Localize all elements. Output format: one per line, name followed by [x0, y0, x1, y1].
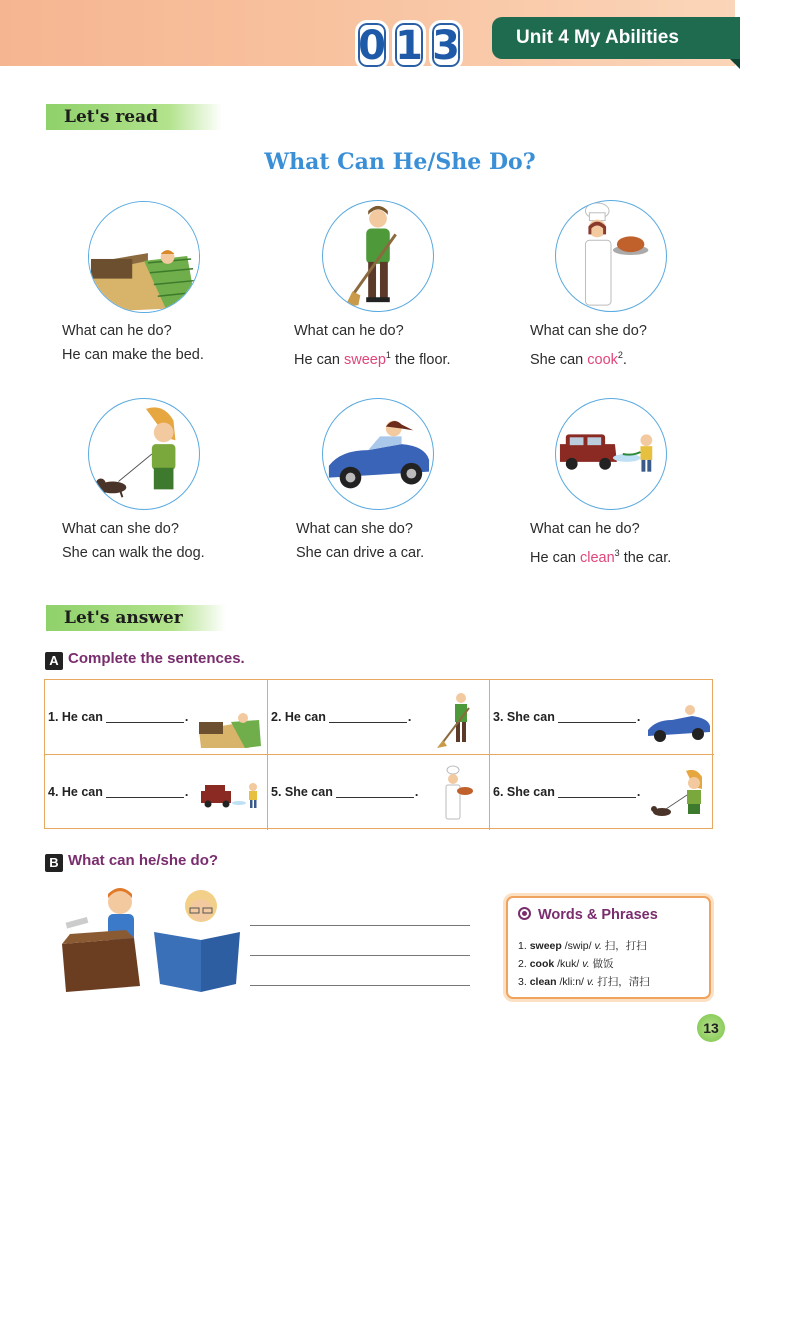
footnote-marker: 1 — [385, 350, 391, 360]
answer-blank[interactable] — [336, 797, 414, 798]
vocab-entry — [518, 974, 650, 989]
lets-read-label: Let's read — [46, 104, 222, 130]
answer-blank[interactable] — [558, 722, 636, 723]
question-text: What can she do? — [296, 521, 413, 537]
exercise-cell — [268, 755, 490, 830]
sentence-end: . — [414, 785, 419, 799]
answer-prefix: He can — [294, 352, 344, 368]
sentence-end: . — [184, 710, 189, 724]
answer-text — [530, 343, 647, 372]
exercise-cell — [490, 680, 714, 755]
complete-sentences-grid — [44, 679, 713, 829]
vocab-num: 1. — [518, 940, 527, 952]
vocab-num: 2. — [518, 958, 527, 970]
sentence-end: . — [407, 710, 412, 724]
answer-suffix: the car. — [619, 550, 672, 566]
answer-text: He can make the bed. — [62, 347, 204, 363]
lesson-number — [355, 20, 471, 74]
clean-car-thumbnail — [199, 765, 263, 823]
page-number: 13 — [697, 1014, 725, 1042]
sentence-end: . — [636, 710, 641, 724]
reading-item-6 — [530, 517, 671, 570]
sweep-floor-illustration — [322, 200, 434, 312]
vocab-meaning: 打扫，清扫 — [597, 976, 650, 988]
question-text: What can she do? — [530, 323, 647, 339]
footnote-marker: 3 — [614, 548, 620, 558]
exercise-prompt: 6. She can — [493, 785, 555, 799]
vocab-word: clean — [529, 976, 557, 988]
exercise-sentence — [271, 710, 411, 724]
answer-prefix: She can — [530, 352, 588, 368]
answer-blank[interactable] — [106, 797, 184, 798]
question-text: What can he do? — [294, 323, 404, 339]
lesson-digit: 3 — [429, 20, 463, 70]
writing-line[interactable] — [250, 925, 470, 926]
make-bed-thumbnail — [199, 690, 263, 748]
exercise-sentence — [271, 785, 418, 799]
answer-text: She can drive a car. — [296, 545, 425, 561]
exercise-cell — [490, 755, 714, 830]
vocab-word: cook — [529, 958, 555, 970]
reading-item-5 — [296, 517, 424, 565]
cook-illustration — [555, 200, 667, 312]
lesson-digit: 1 — [392, 20, 426, 70]
vocab-meaning: 扫，打扫 — [604, 940, 647, 952]
exercise-cell — [45, 755, 268, 830]
words-phrases-title-text: Words & Phrases — [538, 907, 658, 923]
exercise-sentence — [493, 785, 640, 799]
writing-line[interactable] — [250, 985, 470, 986]
answer-blank[interactable] — [106, 722, 184, 723]
vocab-entry — [518, 938, 647, 953]
drive-car-illustration — [322, 398, 434, 510]
question-text: What can he do? — [530, 521, 640, 537]
unit-title: Unit 4 My Abilities — [492, 17, 740, 59]
answer-text — [530, 541, 671, 570]
sentence-end: . — [184, 785, 189, 799]
writing-line[interactable] — [250, 955, 470, 956]
exercise-sentence — [48, 710, 188, 724]
vocab-pos: v. — [582, 958, 590, 970]
walk-dog-illustration — [88, 398, 200, 510]
exercise-cell — [45, 680, 268, 755]
exercise-prompt: 1. He can — [48, 710, 103, 724]
drive-car-thumbnail — [646, 690, 710, 748]
exercise-sentence — [493, 710, 640, 724]
vocab-highlight: cook — [587, 352, 618, 368]
exercise-cell — [268, 680, 490, 755]
cook-thumbnail — [421, 765, 485, 823]
question-text: What can she do? — [62, 521, 179, 537]
walk-dog-thumbnail — [646, 765, 710, 823]
section-b-instruction: What can he/she do? — [68, 852, 219, 869]
section-b-letter: B — [45, 854, 63, 872]
exercise-prompt: 3. She can — [493, 710, 555, 724]
clean-car-illustration — [555, 398, 667, 510]
answer-text: She can walk the dog. — [62, 545, 205, 561]
vocab-word: sweep — [529, 940, 562, 952]
vocab-highlight: sweep — [343, 352, 386, 368]
answer-blank[interactable] — [329, 722, 407, 723]
words-phrases-title — [518, 907, 658, 923]
vocab-phonetic: /swip/ — [564, 940, 592, 952]
answer-suffix: . — [622, 352, 627, 368]
reading-item-3 — [530, 319, 647, 372]
lets-answer-label: Let's answer — [46, 605, 226, 631]
sweep-thumbnail — [421, 690, 485, 748]
lesson-digit: 0 — [355, 20, 389, 70]
vocab-pos: v. — [586, 976, 595, 988]
answer-suffix: the floor. — [390, 352, 451, 368]
answer-prefix: He can — [530, 550, 580, 566]
boy-and-girl-illustration — [56, 880, 244, 996]
reading-item-4 — [62, 517, 205, 565]
section-b-heading — [45, 852, 218, 872]
exercise-sentence — [48, 785, 188, 799]
vocab-highlight: clean — [579, 550, 615, 566]
vocab-phonetic: /kuk/ — [557, 958, 580, 970]
reading-item-2 — [294, 319, 451, 372]
section-a-heading — [45, 650, 245, 670]
exercise-prompt: 2. He can — [271, 710, 326, 724]
section-a-instruction: Complete the sentences. — [68, 650, 245, 667]
answer-blank[interactable] — [558, 797, 636, 798]
vocab-pos: v. — [594, 940, 602, 952]
vocab-entry — [518, 956, 614, 971]
section-a-letter: A — [45, 652, 63, 670]
question-text: What can he do? — [62, 323, 172, 339]
vocab-num: 3. — [518, 976, 527, 988]
make-bed-illustration — [88, 201, 200, 313]
sentence-end: . — [636, 785, 641, 799]
answer-text — [294, 343, 451, 372]
reading-title: What Can He/She Do? — [264, 149, 536, 175]
footnote-marker: 2 — [617, 350, 623, 360]
exercise-prompt: 4. He can — [48, 785, 103, 799]
reading-item-1 — [62, 319, 204, 367]
exercise-prompt: 5. She can — [271, 785, 333, 799]
vocab-phonetic: /kli:n/ — [559, 976, 584, 988]
words-phrases-box — [506, 896, 711, 999]
vocab-meaning: 做饭 — [592, 958, 614, 970]
target-icon — [518, 907, 531, 920]
